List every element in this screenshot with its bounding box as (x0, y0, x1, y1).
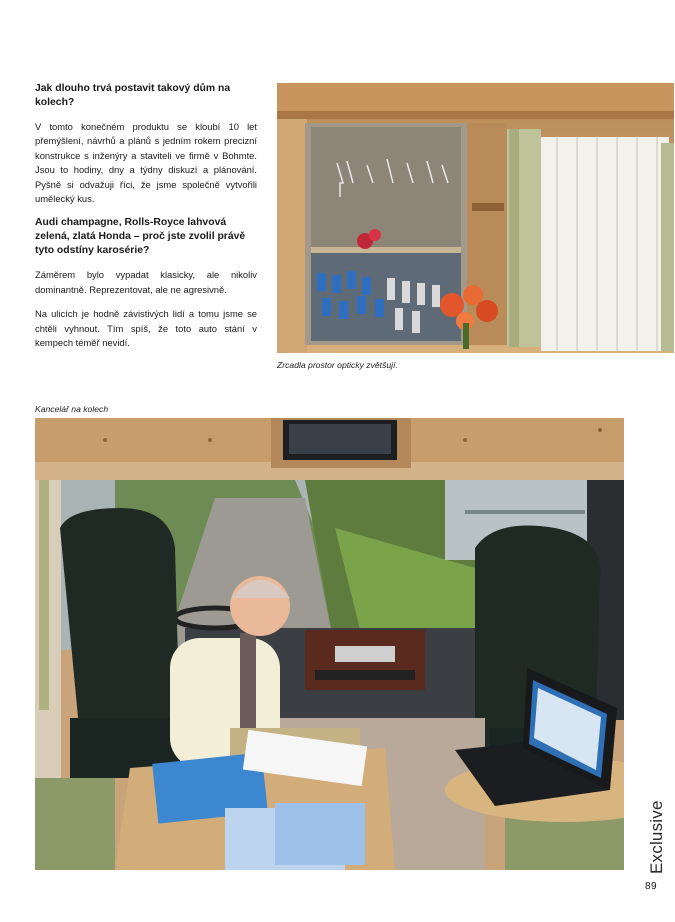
page-number: 89 (645, 881, 658, 892)
answer-2a: Záměrem bylo vypadat klasicky, ale nikoliv dominantně. Reprezentovat, ale ne agresivně. (35, 269, 257, 295)
question-2: Audi champagne, Rolls-Royce lahvová zelená, zlatá Honda – proč jste zvolil právě tyto odstíny karosérie? (35, 217, 246, 257)
bar-cabinet-photo (277, 83, 674, 353)
office-on-wheels-photo (35, 418, 624, 870)
answer-1: V tomto konečném produktu se kloubí 10 let přemýšlení, návrhů a plánů s jedním rokem precizní konstrukce s inženýry a staviteli ve firmě v Bohmte. Jsou to hodiny, dny a týdny diskuzí a plánování. Pyšně si odvažuji říci, že jsme společně vytvořili umělecký kus. (35, 121, 257, 205)
magazine-brand-logo (640, 784, 670, 876)
bar-photo-caption: Zrcadla prostor opticky zvětšují. (277, 360, 398, 370)
article-text (35, 82, 257, 360)
question-1: Jak dlouho trvá postavit takový dům na kolech? (35, 83, 231, 108)
answer-2b: Na ulicích je hodně závistivých lidí a tomu jsme se chtěli vyhnout. Tím spíš, že toto auto stání v kempech téměř nevidí. (35, 308, 257, 349)
brand-text: Exclusive (647, 800, 666, 874)
office-photo-caption: Kancelář na kolech (35, 404, 109, 414)
